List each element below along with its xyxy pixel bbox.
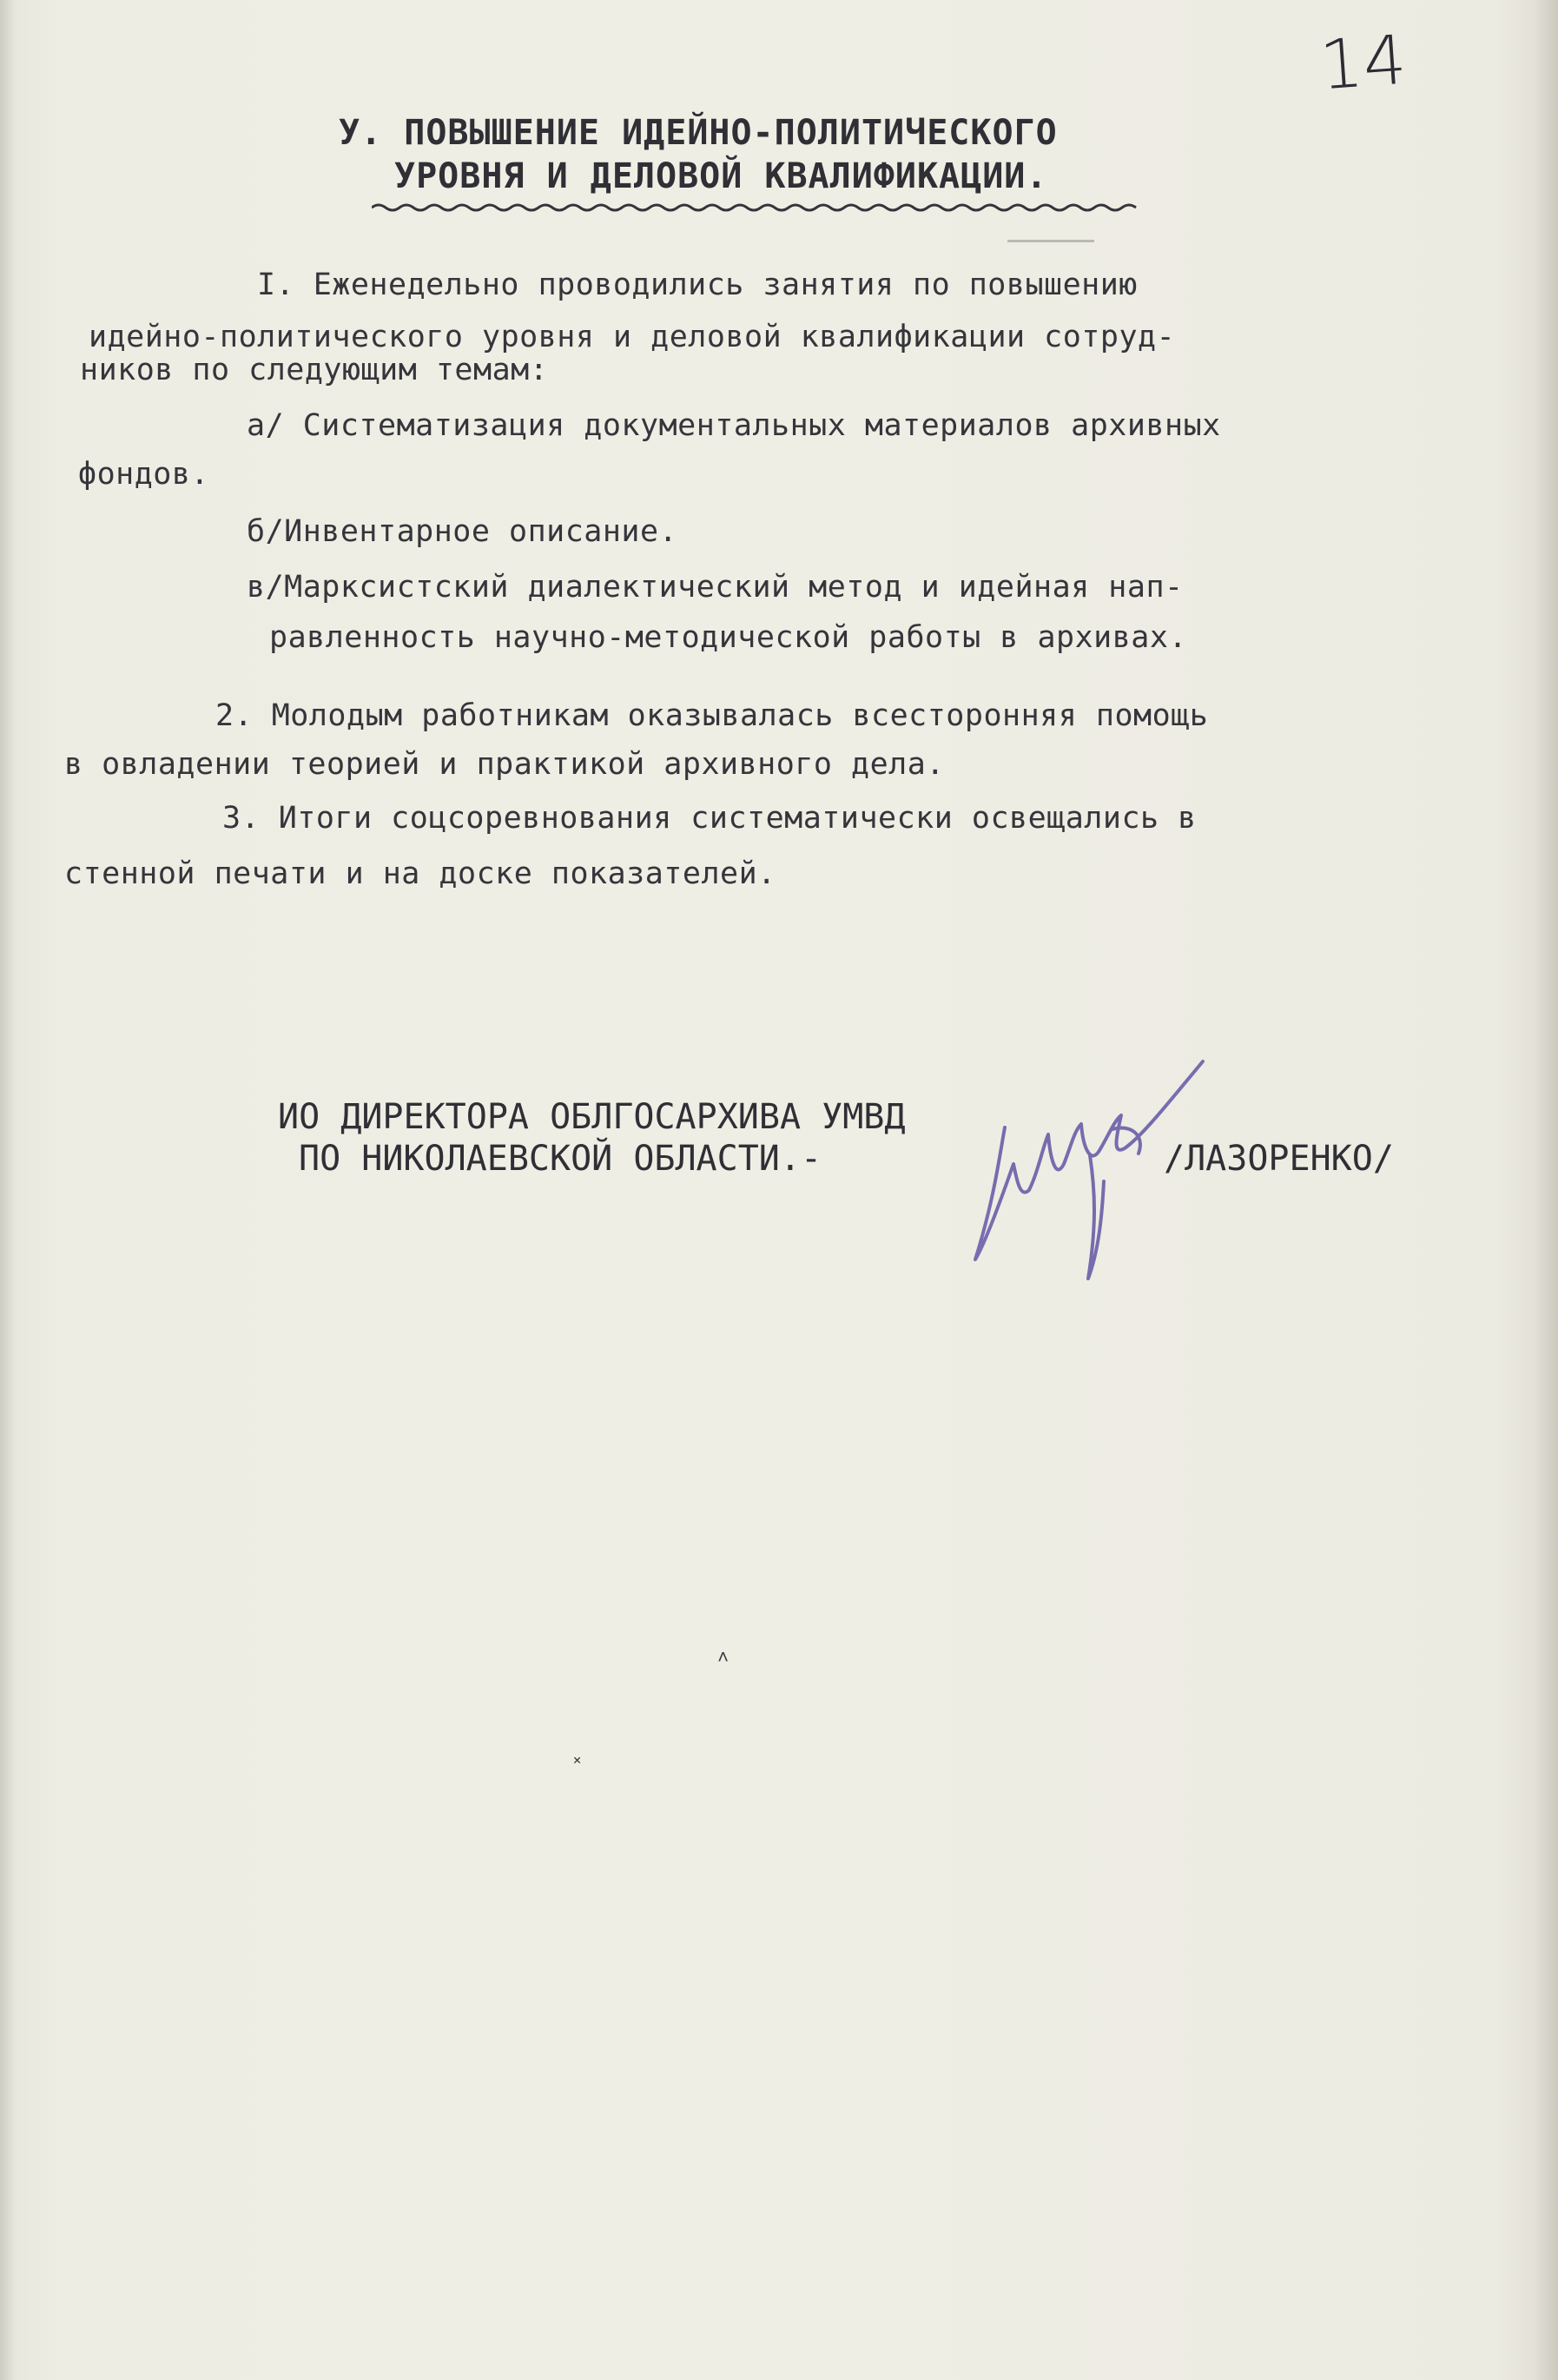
body-line-10: в овладении теорией и практикой архивного дела. — [64, 747, 945, 782]
section-heading — [339, 111, 1172, 198]
section-heading-line-1: У. ПОВЫШЕНИЕ ИДЕЙНО-ПОЛИТИЧЕСКОГО — [339, 113, 1058, 153]
page-edge-shadow-right — [1534, 0, 1558, 2380]
body-line-4: а/ Систематизация документальных материалов архивных — [247, 408, 1221, 443]
body-line-11: 3. Итоги соцсоревнования систематически освещались в — [222, 801, 1197, 836]
paper-speck: ˟ — [571, 1755, 584, 1776]
signatory-name: /ЛАЗОРЕНКО/ — [1164, 1139, 1394, 1179]
body-line-1: I. Еженедельно проводились занятия по повышению — [257, 268, 1138, 302]
page-edge-shadow-left — [0, 0, 16, 2380]
signatory-title-line-2: ПО НИКОЛАЕВСКОЙ ОБЛАСТИ.- — [299, 1139, 822, 1179]
paper-speck: ˄ — [717, 1647, 729, 1669]
page-number: 14 — [1317, 21, 1409, 106]
heading-wavy-underline — [372, 202, 1138, 214]
body-line-2: идейно-политического уровня и деловой квалификации сотруд- — [89, 320, 1176, 354]
body-line-7: в/Марксистский диалектический метод и идейная нап- — [247, 570, 1184, 605]
body-line-12: стенной печати и на доске показателей. — [64, 856, 776, 891]
signatory-title — [278, 1096, 905, 1180]
body-line-5: фондов. — [78, 457, 210, 492]
signatory-title-line-1: ИО ДИРЕКТОРА ОБЛГОСАРХИВА УМВД — [278, 1097, 906, 1137]
body-line-9: 2. Молодым работникам оказывалась всесторонняя помощь — [215, 698, 1209, 733]
section-heading-line-2: УРОВНЯ И ДЕЛОВОЙ КВАЛИФИКАЦИИ. — [394, 156, 1048, 196]
stray-dash-mark — [1007, 240, 1094, 242]
body-line-3: ников по следующим темам: — [80, 353, 549, 387]
body-line-8: равленность научно-методической работы в архивах. — [269, 620, 1188, 655]
body-line-6: б/Инвентарное описание. — [247, 514, 678, 549]
